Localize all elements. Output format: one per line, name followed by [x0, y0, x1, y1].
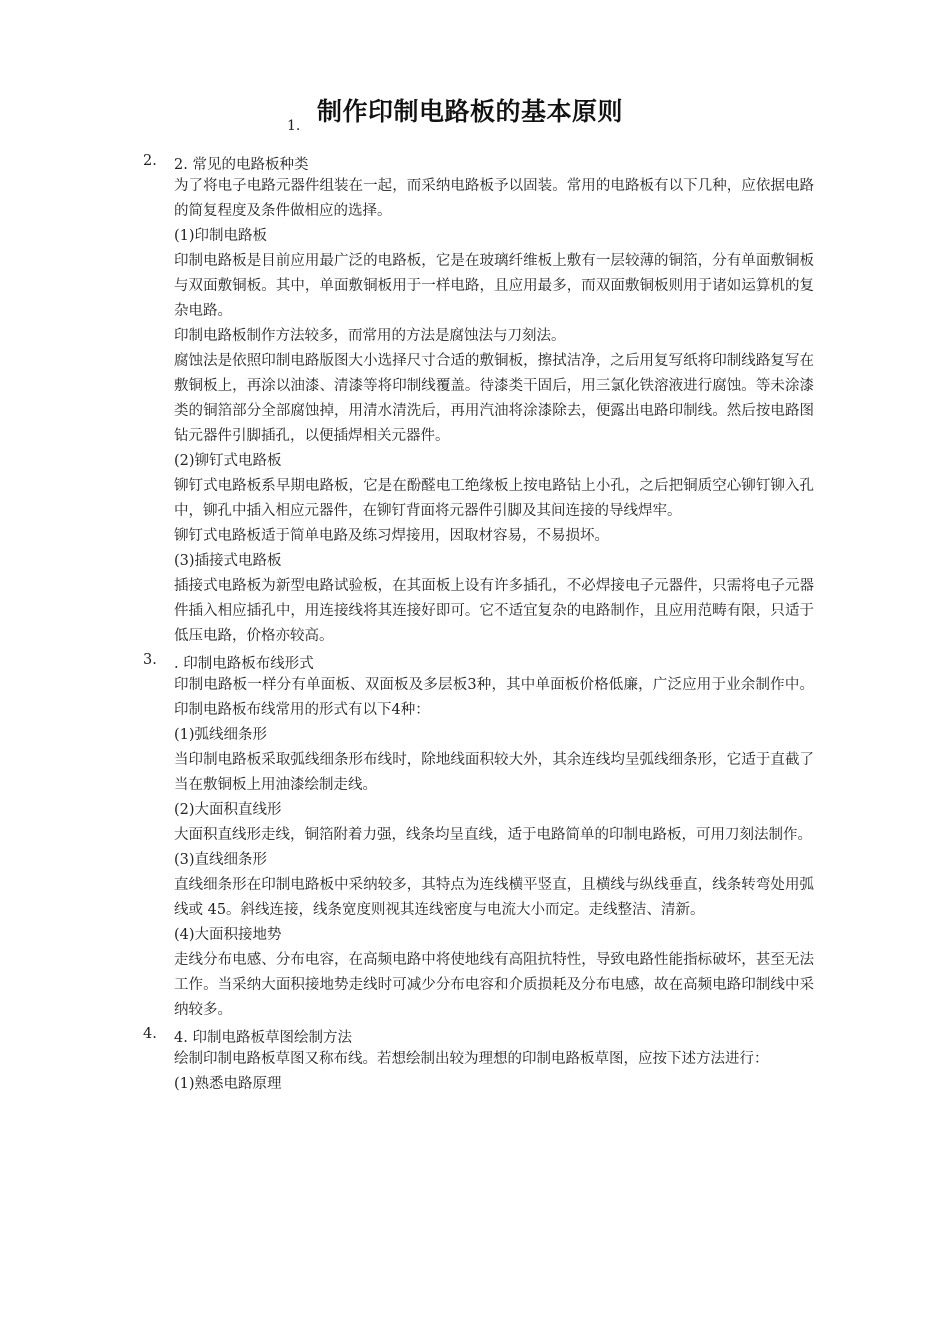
paragraph: 走线分布电感、分布电容，在高频电路中将使地线有高阻抗特性，导致电路性能指标破坏，甚至无法工作。当采纳大面积接地势走线时可减少分布电容和介质损耗及分布电感，故在高频电路印制线中采纳较多。	[174, 952, 814, 1018]
section-title: 2. 常见的电路板种类	[174, 157, 309, 173]
paragraph: 铆钉式电路板适于简单电路及练习焊接用，因取材容易，不易损坏。	[174, 528, 609, 544]
section-title: . 印制电路板布线形式	[174, 656, 314, 672]
section-heading	[0, 649, 950, 673]
subsection-heading: (1)印制电路板	[174, 228, 268, 244]
section-title: 4. 印制电路板草图绘制方法	[174, 1030, 352, 1046]
paragraph: 绘制印制电路板草图又称布线。若想绘制出较为理想的印制电路板草图，应按下述方法进行：	[174, 1051, 769, 1067]
paragraph: 当印制电路板采取弧线细条形布线时，除地线面积较大外，其余连线均呈弧线细条形，它适于直截了当在敷铜板上用油漆绘制走线。	[174, 752, 814, 793]
paragraph: 插接式电路板为新型电路试验板，在其面板上设有许多插孔，不必焊接电子元器件，只需将电子元器件插入相应插孔中，用连接线将其连接好即可。它不适宜复杂的电路制作，且应用范畴有限，只适于低压电路，价格亦较高。	[174, 578, 814, 644]
section-number: 2.	[143, 153, 157, 169]
document-body	[0, 150, 950, 1097]
title-block	[0, 92, 950, 132]
paragraph: 印制电路板是目前应用最广泛的电路板，它是在玻璃纤维板上敷有一层较薄的铜箔，分有单面敷铜板与双面敷铜板。其中，单面敷铜板用于一样电路，且应用最多，而双面敷铜板则用于诸如运算机的复杂电路。	[174, 253, 814, 319]
paragraph: 为了将电子电路元器件组装在一起，而采纳电路板予以固装。常用的电路板有以下几种，应依据电路的简复程度及条件做相应的选择。	[174, 178, 814, 219]
paragraph: 大面积直线形走线，铜箔附着力强，线条均呈直线，适于电路简单的印制电路板，可用刀刻法制作。	[174, 827, 812, 843]
paragraph: 印制电路板制作方法较多，而常用的方法是腐蚀法与刀刻法。	[174, 328, 566, 344]
subsection-heading: (2)铆钉式电路板	[174, 453, 282, 469]
subsection-heading: (1)熟悉电路原理	[174, 1076, 282, 1092]
section-heading	[0, 150, 950, 174]
subsection-heading: (2)大面积直线形	[174, 802, 282, 818]
paragraph: 直线细条形在印制电路板中采纳较多，其特点为连线横平竖直，且横线与纵线垂直，线条转弯处用弧线或 45。斜线连接，线条宽度则视其连线密度与电流大小而定。走线整洁、清新。	[174, 877, 814, 918]
subsection-heading: (1)弧线细条形	[174, 727, 268, 743]
subsection-heading: (3)插接式电路板	[174, 553, 282, 569]
title-number: 1.	[287, 118, 301, 134]
section-heading	[0, 1023, 950, 1047]
section-number: 4.	[143, 1026, 157, 1042]
page-title: 制作印制电路板的基本原则	[317, 97, 624, 126]
section-number: 3.	[143, 652, 157, 668]
paragraph: 铆钉式电路板系早期电路板，它是在酚醛电工绝缘板上按电路钻上小孔，之后把铜质空心铆钉铆入孔中，铆孔中插入相应元器件，在铆钉背面将元器件引脚及其间连接的导线焊牢。	[174, 478, 814, 519]
subsection-heading: (3)直线细条形	[174, 852, 268, 868]
paragraph: 腐蚀法是依照印制电路版图大小选择尺寸合适的敷铜板，擦拭洁净，之后用复写纸将印制线路复写在敷铜板上，再涂以油漆、清漆等将印制线覆盖。待漆类干固后，用三氯化铁溶液进行腐蚀。等未涂漆类的铜箔部分全部腐蚀掉，用清水清洗后，再用汽油将涂漆除去，便露出电路印制线。然后按电路图钻元器件引脚插孔，以便插焊相关元器件。	[174, 353, 814, 444]
paragraph: 印制电路板一样分有单面板、双面板及多层板3种，其中单面板价格低廉，广泛应用于业余制作中。印制电路板布线常用的形式有以下4种：	[174, 677, 814, 718]
subsection-heading: (4)大面积接地势	[174, 927, 282, 943]
